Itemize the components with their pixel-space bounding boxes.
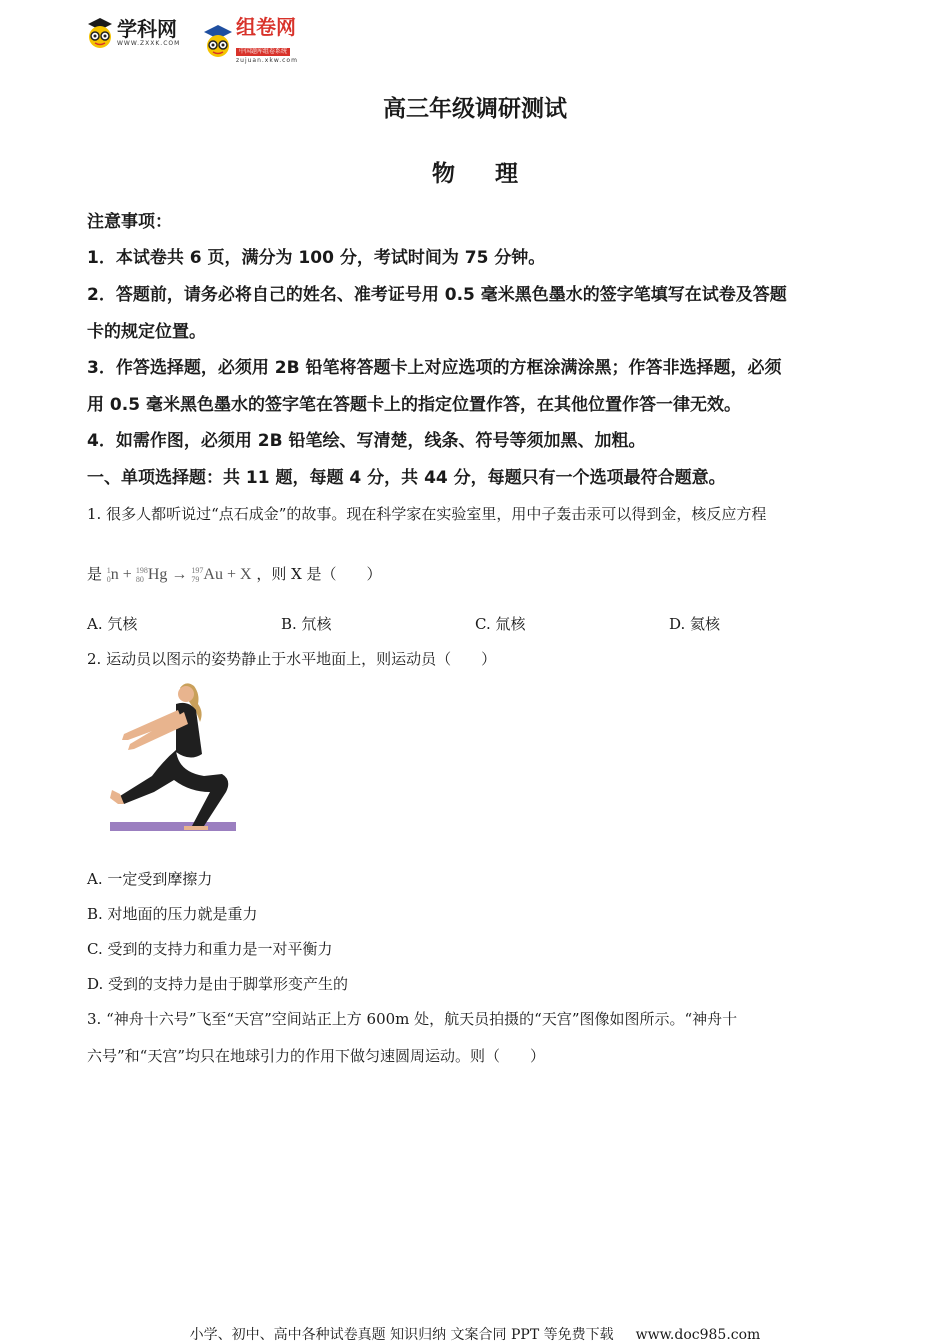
notice-item: 4．如需作图，必须用 2B 铅笔绘、写清楚，线条、符号等须加黑、加粗。 <box>87 431 646 451</box>
au-mass: 197 <box>191 566 204 576</box>
xkw-mascot-icon <box>86 16 114 50</box>
notice-heading: 注意事项： <box>87 212 172 232</box>
n-symbol: n + <box>110 566 132 583</box>
hg-charge: 80 <box>135 575 144 585</box>
notice-item: 1．本试卷共 6 页，满分为 100 分，考试时间为 75 分钟。 <box>87 248 546 268</box>
subject-title: 物 理 <box>431 161 534 187</box>
q2-option-c: C. 受到的支持力和重力是一对平衡力 <box>87 940 333 958</box>
q3-stem-line1: 3. “神舟十六号”飞至“天宫”空间站正上方 600m 处，航天员拍摄的“天宫”图像如图所示。“神舟十 <box>87 1010 738 1028</box>
q2-option-d: D. 受到的支持力是由于脚掌形变产生的 <box>87 975 349 993</box>
xkw-url: WWW.ZXXK.COM <box>117 40 181 47</box>
zjw-logo <box>202 16 298 65</box>
athlete-figure <box>104 680 244 836</box>
q1-option-a: A. 氕核 <box>87 615 138 633</box>
q1-option-b: B. 氘核 <box>281 615 332 633</box>
zjw-tag: 中国题库组卷系统 <box>236 48 290 56</box>
xkw-name: 学科网 <box>117 17 177 41</box>
q2-option-b: B. 对地面的压力就是重力 <box>87 905 258 923</box>
section-heading: 一、单项选择题：共 11 题，每题 4 分，共 44 分，每题只有一个选项最符合题意。 <box>87 468 726 488</box>
xkw-logo <box>86 16 180 50</box>
zjw-name: 组卷网 <box>236 15 296 39</box>
q2-option-a: A. 一定受到摩擦力 <box>87 870 213 888</box>
footer-text: 小学、初中、高中各种试卷真题 知识归纳 文案合同 PPT 等免费下载 <box>189 1327 614 1343</box>
q2-stem: 2. 运动员以图示的姿势静止于水平地面上，则运动员（ ） <box>87 650 497 668</box>
notice-item: 3．作答选择题，必须用 2B 铅笔将答题卡上对应选项的方框涂满涂黑；作答非选择题，必须 <box>87 358 782 378</box>
q1-suffix: ，则 X 是（ ） <box>256 565 382 583</box>
n-mass: 1 <box>106 566 111 576</box>
notice-item: 卡的规定位置。 <box>87 322 206 342</box>
hg-mass: 198 <box>135 566 148 576</box>
q1-stem-line1: 1. 很多人都听说过“点石成金”的故事。现在科学家在实验室里，用中子轰击汞可以得到金，核反应方程 <box>87 505 767 523</box>
q1-stem-line2 <box>87 556 867 593</box>
notice-item: 2．答题前，请务必将自己的姓名、准考证号用 0.5 毫米黑色墨水的签字笔填写在试卷及答题 <box>87 285 787 305</box>
q3-stem-line2: 六号”和“天宫”均只在地球引力的作用下做匀速圆周运动。则（ ） <box>87 1047 546 1065</box>
hg-symbol: Hg → <box>147 566 188 583</box>
q1-prefix: 是 <box>87 565 103 583</box>
exam-title: 高三年级调研测试 <box>383 96 567 122</box>
footer-url[interactable]: www.doc985.com <box>635 1327 761 1343</box>
q1-option-c: C. 氚核 <box>475 615 526 633</box>
nuclear-equation <box>107 557 252 593</box>
au-charge: 79 <box>191 575 200 585</box>
n-charge: 0 <box>106 575 111 585</box>
notice-item: 用 0.5 毫米黑色墨水的签字笔在答题卡上的指定位置作答，在其他位置作答一律无效。 <box>87 395 741 415</box>
au-symbol: Au + X <box>203 566 252 583</box>
zjw-url: zujuan.xkw.com <box>236 57 298 64</box>
page-footer <box>0 1324 950 1344</box>
zjw-mascot-icon <box>202 22 234 60</box>
q1-option-d: D. 氦核 <box>669 615 721 633</box>
